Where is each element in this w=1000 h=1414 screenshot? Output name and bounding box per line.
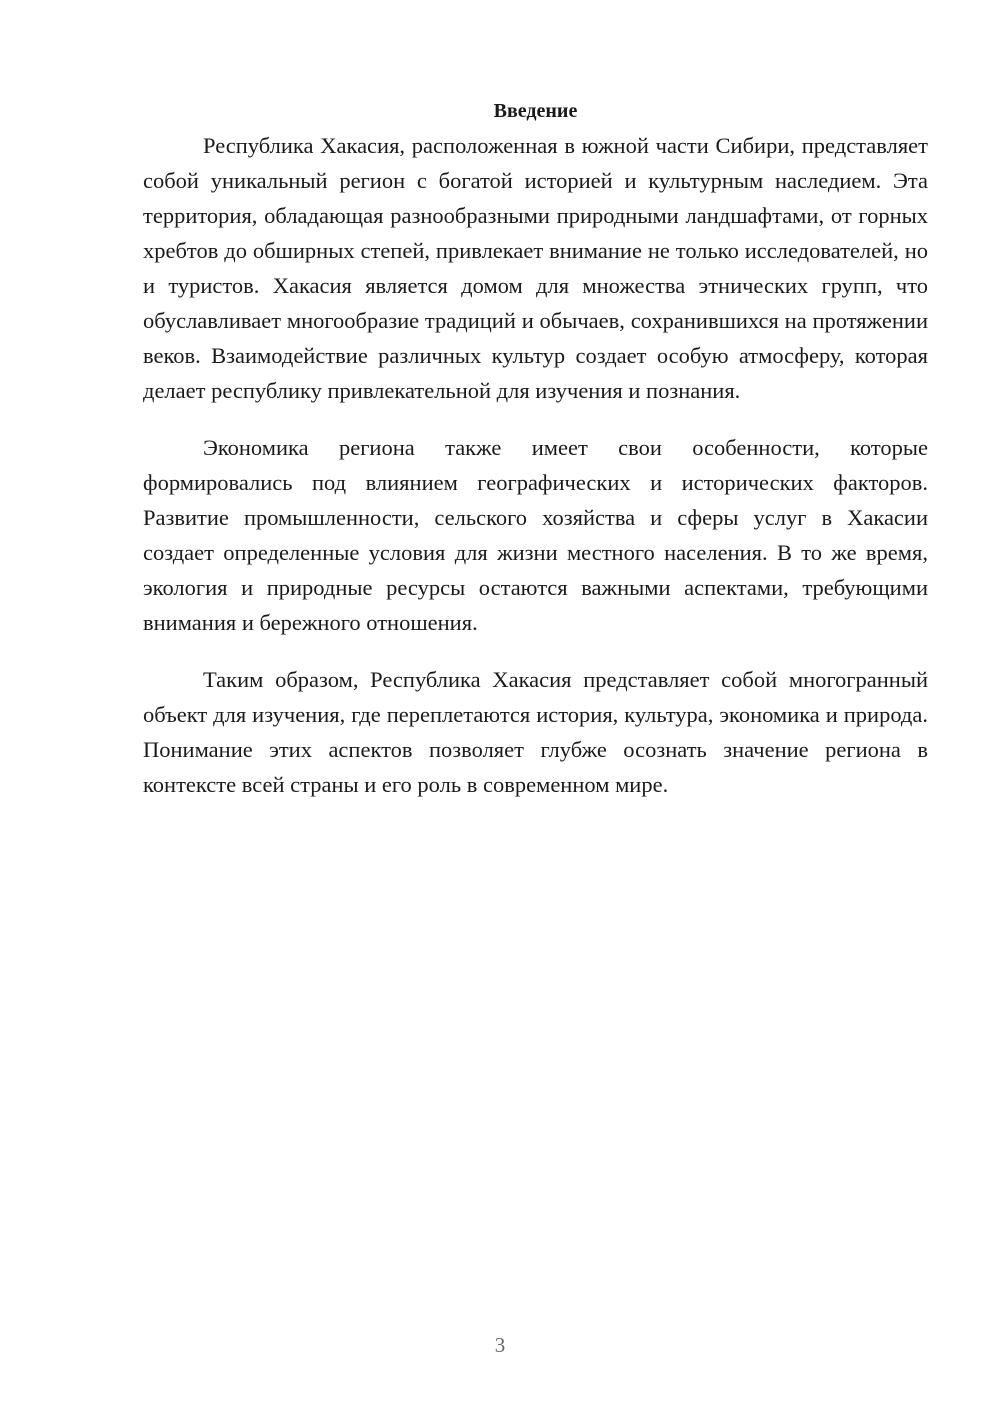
page-number: 3	[494, 1333, 506, 1357]
page-content	[143, 96, 928, 824]
paragraph-conclusion: Таким образом, Республика Хакасия представляет собой многогранный объект для изучения, где переплетаются история, культура, экономика и природа. Понимание этих аспектов позволяет глубже осознать значение региона в контексте всей страны и его роль в современном мире.	[143, 667, 928, 797]
section-title: Введение	[493, 100, 578, 122]
paragraph-economy: Экономика региона также имеет свои особенности, которые формировались под влиянием географических и исторических факторов. Развитие промышленности, сельского хозяйства и сферы услуг в Хакасии создает определенные условия для жизни местного населения. В то же время, экология и природные ресурсы остаются важными аспектами, требующими внимания и бережного отношения.	[143, 435, 928, 635]
paragraph-intro: Республика Хакасия, расположенная в южной части Сибири, представляет собой уникальный регион с богатой историей и культурным наследием. Эта территория, обладающая разнообразными природными ландшафтами, от горных хребтов до обширных степей, привлекает внимание не только исследователей, но и туристов. Хакасия является домом для множества этнических групп, что обуславливает многообразие традиций и обычаев, сохранившихся на протяжении веков. Взаимодействие различных культур создает особую атмосферу, которая делает республику привлекательной для изучения и познания.	[143, 133, 928, 403]
